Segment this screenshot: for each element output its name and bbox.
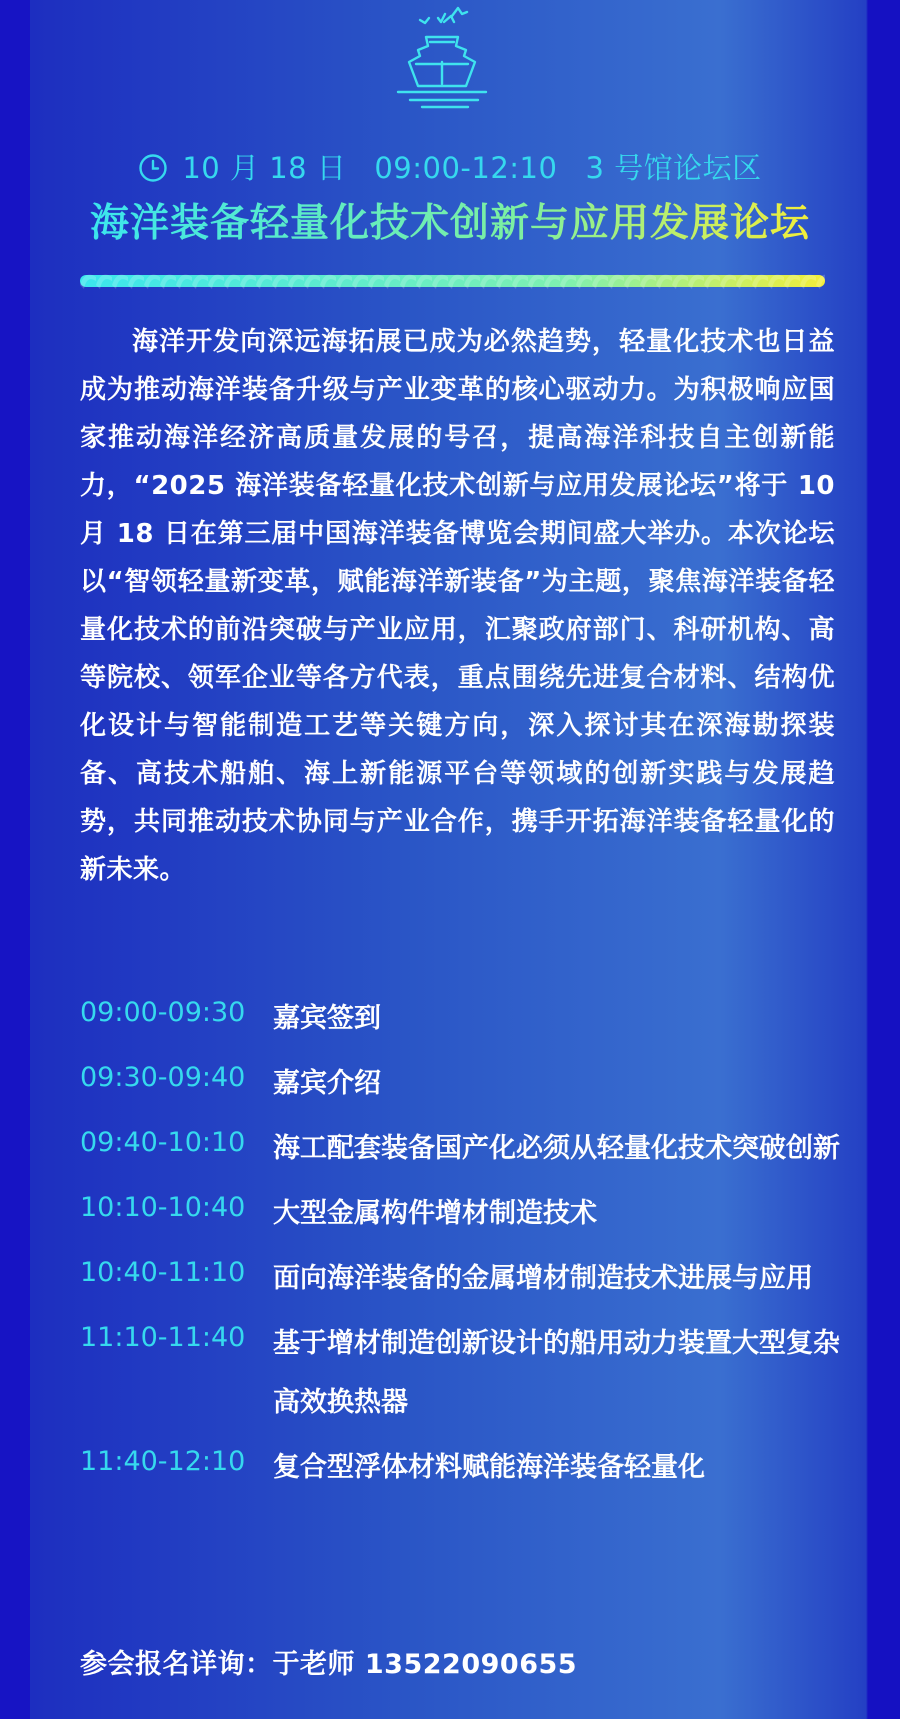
agenda-row [80,1184,840,1243]
agenda-item: 嘉宾签到 [273,1003,381,1034]
agenda-time: 10:40-11:10 [80,1257,246,1288]
agenda-item: 大型金属构件增材制造技术 [273,1198,597,1229]
forum-title-text: 海洋装备轻量化技术创新与应用发展论坛 [89,200,810,246]
agenda-item: 海工配套装备国产化必须从轻量化技术突破创新 [273,1133,840,1164]
agenda-row [80,1119,840,1178]
ship-icon [392,4,512,116]
agenda-item: 复合型浮体材料赋能海洋装备轻量化 [273,1452,705,1483]
agenda-time: 11:40-12:10 [80,1446,246,1477]
event-venue: 3 号馆论坛区 [585,151,762,185]
clock-icon [138,153,168,183]
agenda-item: 基于增材制造创新设计的船用动力装置大型复杂高效换热器 [273,1328,840,1418]
agenda-time: 09:30-09:40 [80,1062,246,1093]
agenda-time: 11:10-11:40 [80,1322,246,1353]
forum-title [0,192,900,248]
agenda-row [80,1249,840,1308]
event-meta [0,146,900,187]
contact-info: 参会报名详询：于老师 13522090655 [80,1649,578,1680]
agenda-list [80,994,840,1508]
agenda-item: 面向海洋装备的金属增材制造技术进展与应用 [273,1263,813,1294]
agenda-time: 09:00-09:30 [80,997,246,1028]
event-time: 09:00-12:10 [374,151,558,185]
intro-paragraph: 海洋开发向深远海拓展已成为必然趋势，轻量化技术也日益成为推动海洋装备升级与产业变革的核心驱动力。为积极响应国家推动海洋经济高质量发展的号召，提高海洋科技自主创新能力，“2025 海洋装备轻量化技术创新与应用发展论坛”将于 10 月 18 日在第三届中国海洋装备博览会期间盛大举办。本次论坛以“智领轻量新变革，赋能海洋新装备”为主题，聚焦海洋装备轻量化技术的前沿突破与产业应用，汇聚政府部门、科研机构、高等院校、领军企业等各方代表，重点围绕先进复合材料、结构优化设计与智能制造工艺等关键方向，深入探讨其在深海勘探装备、高技术船舶、海上新能源平台等领域的创新实践与发展趋势，共同推动技术协同与产业合作，携手开拓海洋装备轻量化的新未来。 [80,327,835,885]
agenda-time: 10:10-10:40 [80,1192,246,1223]
agenda-row [80,989,840,1048]
agenda-row [80,1438,840,1497]
agenda-row [80,1314,840,1432]
event-date: 10 月 18 日 [182,151,347,185]
agenda-time: 09:40-10:10 [80,1127,246,1158]
wave-divider [80,271,825,291]
agenda-item: 嘉宾介绍 [273,1068,381,1099]
agenda-row [80,1054,840,1113]
